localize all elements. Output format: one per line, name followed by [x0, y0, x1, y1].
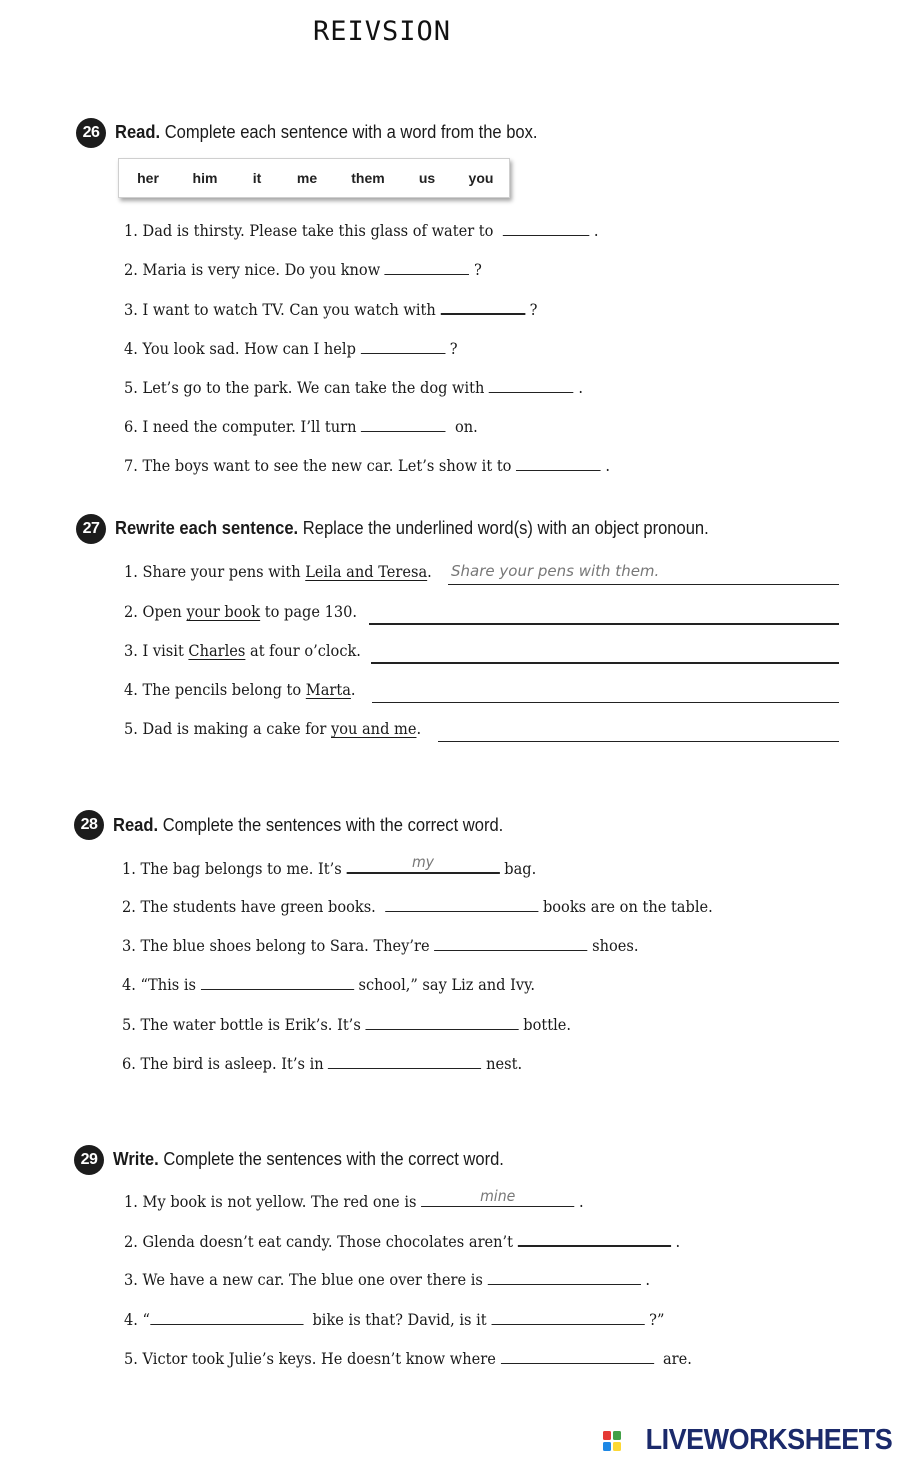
answer-blank[interactable] [328, 1052, 481, 1069]
item-text: . [578, 379, 583, 397]
exercise-item [124, 415, 478, 437]
answer-blank[interactable] [518, 1229, 671, 1247]
filled-answer: mine [480, 1187, 516, 1205]
item-text: 4. The pencils belong to [124, 681, 306, 699]
item-text: . [578, 1193, 584, 1211]
exercise-item [124, 1308, 664, 1330]
section-number-badge: 26 [76, 118, 106, 148]
logo-text: LIVEWORKSHEETS [645, 1424, 892, 1456]
answer-blank[interactable] [489, 376, 574, 393]
word-box-item: me [296, 170, 318, 186]
item-text: nest. [486, 1055, 523, 1073]
exercise-item [122, 895, 713, 917]
item-text: . [605, 457, 610, 475]
item-text: school,” say Liz and Ivy. [358, 976, 536, 994]
instruction-bold: Write. [113, 1149, 159, 1169]
word-box-item: you [468, 170, 494, 186]
item-text: to page 130. [260, 603, 358, 621]
answer-blank[interactable] [503, 219, 589, 236]
section-number-badge: 29 [74, 1145, 104, 1175]
underlined-word: Charles [188, 642, 246, 660]
section-instruction [113, 815, 503, 836]
item-text: books are on the table. [542, 898, 713, 916]
item-text: . [416, 720, 422, 738]
answer-blank[interactable] [440, 297, 525, 315]
answer-blank[interactable] [365, 1013, 518, 1030]
instruction-text: Replace the underlined word(s) with an object pronoun. [302, 518, 709, 538]
item-text: 2. Open [124, 603, 187, 621]
word-box [118, 158, 510, 198]
answer-line[interactable] [371, 662, 839, 664]
item-text: 5. The water bottle is Erik’s. It’s [122, 1016, 361, 1034]
exercise-item [124, 642, 361, 664]
item-text: shoes. [592, 937, 639, 955]
answer-line[interactable] [438, 741, 839, 742]
item-text: . [427, 563, 432, 581]
item-text: 6. The bird is asleep. It’s in [122, 1055, 324, 1073]
item-text: bottle. [523, 1016, 572, 1034]
item-text: ? [449, 340, 458, 358]
item-text: ?” [649, 1311, 665, 1329]
item-text: 1. Dad is thirsty. Please take this glass of water to [124, 222, 494, 240]
underlined-word: Marta [305, 681, 351, 699]
item-text: . [645, 1271, 651, 1289]
answer-line[interactable] [372, 702, 839, 703]
page-title: REIVSION [313, 16, 452, 47]
exercise-item [124, 1187, 584, 1212]
item-text: 7. The boys want to see the new car. Let’s show it to [124, 457, 512, 475]
underlined-word: you and me [330, 720, 417, 738]
section-number-badge: 28 [74, 810, 104, 840]
instruction-bold: Read. [113, 815, 159, 835]
answer-blank[interactable] [385, 895, 538, 912]
exercise-item [124, 297, 537, 319]
answer-blank[interactable] [201, 973, 354, 990]
exercise-item [124, 454, 610, 476]
exercise-item [122, 973, 535, 995]
exercise-item [124, 376, 583, 398]
item-text: . [675, 1233, 681, 1251]
answer-blank[interactable] [488, 1268, 641, 1285]
exercise-item [124, 603, 357, 625]
item-text: 2. Maria is very nice. Do you know [124, 261, 381, 279]
item-text: 3. We have a new car. The blue one over there is [124, 1271, 483, 1289]
item-text: 2. Glenda doesn’t eat candy. Those chocolates aren’t [124, 1233, 514, 1251]
item-text: 6. I need the computer. I’ll turn [124, 418, 357, 436]
exercise-item [124, 720, 421, 742]
item-text: 2. The students have green books. [122, 898, 376, 916]
section-instruction [115, 122, 538, 143]
exercise-item [122, 853, 537, 878]
item-text: 3. I want to watch TV. Can you watch with [124, 301, 436, 319]
section-number-badge: 27 [76, 514, 106, 544]
instruction-bold: Rewrite each sentence. [115, 518, 299, 538]
liveworksheets-mark-icon [603, 1429, 623, 1453]
word-box-item: it [252, 170, 262, 186]
answer-blank[interactable] [491, 1308, 644, 1325]
item-text: . [350, 681, 356, 699]
instruction-bold: Read. [115, 122, 161, 142]
answer-blank[interactable] [421, 1187, 574, 1207]
sample-answer: Share your pens with them. [451, 562, 660, 580]
answer-blank[interactable] [150, 1308, 303, 1325]
word-box-item: them [351, 170, 385, 186]
answer-line[interactable] [448, 584, 839, 585]
item-text: 3. I visit [124, 642, 189, 660]
item-text: ? [529, 301, 538, 319]
item-text: are. [662, 1350, 692, 1368]
underlined-word: your book [186, 603, 261, 621]
answer-blank[interactable] [500, 1347, 653, 1364]
exercise-item [124, 219, 598, 241]
exercise-item [122, 1052, 522, 1074]
item-text: 3. The blue shoes belong to Sara. They’re [122, 937, 430, 955]
item-text: 1. My book is not yellow. The red one is [124, 1193, 417, 1211]
answer-line[interactable] [369, 623, 839, 625]
item-text: 4. You look sad. How can I help [124, 340, 356, 358]
underlined-word: Leila and Teresa [305, 563, 428, 581]
instruction-text: Complete the sentences with the correct word. [162, 815, 504, 835]
exercise-item [124, 1268, 650, 1290]
item-text: 4. “ [124, 1311, 150, 1329]
answer-blank[interactable] [361, 337, 446, 354]
item-text: bike is that? David, is it [312, 1311, 487, 1329]
item-text: ? [474, 261, 482, 279]
section-instruction [113, 1149, 504, 1170]
item-text: 5. Let’s go to the park. We can take the dog with [124, 379, 485, 397]
item-text: bag. [504, 860, 537, 878]
item-text: . [593, 222, 599, 240]
item-text: on. [454, 418, 478, 436]
instruction-text: Complete the sentences with the correct word. [163, 1149, 504, 1169]
liveworksheets-logo[interactable] [603, 1424, 892, 1457]
item-text: 1. Share your pens with [124, 563, 306, 581]
exercise-item [124, 1347, 692, 1369]
answer-blank[interactable] [385, 258, 470, 275]
word-box-item: him [192, 170, 218, 186]
exercise-item [122, 1013, 571, 1035]
answer-blank[interactable] [361, 415, 446, 432]
exercise-item [124, 337, 458, 359]
answer-blank[interactable] [516, 454, 601, 471]
answer-blank[interactable] [434, 934, 587, 951]
filled-answer: my [411, 853, 435, 871]
instruction-text: Complete each sentence with a word from the box. [164, 122, 538, 142]
exercise-item [124, 681, 356, 703]
section-instruction [115, 518, 709, 539]
item-text: at four o’clock. [245, 642, 361, 660]
answer-blank[interactable] [346, 853, 499, 874]
exercise-item [124, 563, 432, 585]
exercise-item [122, 934, 638, 956]
word-box-item: us [418, 170, 436, 186]
exercise-item [124, 258, 482, 280]
item-text: 5. Dad is making a cake for [124, 720, 331, 738]
item-text: 5. Victor took Julie’s keys. He doesn’t know where [124, 1350, 496, 1368]
word-box-item: her [137, 170, 159, 186]
item-text: 1. The bag belongs to me. It’s [122, 860, 342, 878]
item-text: 4. “This is [122, 976, 196, 994]
exercise-item [124, 1229, 680, 1251]
